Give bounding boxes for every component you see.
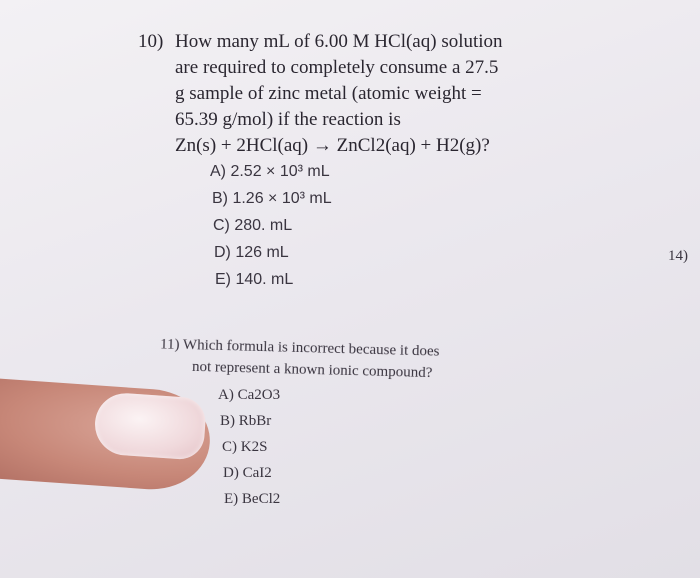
- question-10-option-d: D) 126 mL: [214, 244, 289, 261]
- question-10-option-b: B) 1.26 × 10³ mL: [212, 190, 332, 207]
- question-11-option-d: D) CaI2: [223, 465, 272, 481]
- question-10-option-a: A) 2.52 × 10³ mL: [210, 163, 330, 180]
- question-10-option-c: C) 280. mL: [213, 217, 293, 234]
- question-10-number: 10): [138, 31, 164, 52]
- question-11-line-1: 11) Which formula is incorrect because it does: [159, 336, 440, 360]
- question-11-option-a: A) Ca2O3: [218, 387, 281, 403]
- question-10-option-e: E) 140. mL: [215, 271, 294, 288]
- question-11-option-c: C) K2S: [222, 439, 268, 455]
- question-11-line-2: not represent a known ionic compound?: [191, 358, 433, 382]
- question-10-line-2: are required to completely consume a 27.5: [175, 57, 499, 78]
- fingernail: [93, 391, 207, 461]
- question-10-line-1: How many mL of 6.00 M HCl(aq) solution: [175, 31, 503, 52]
- question-10-reaction: Zn(s) + 2HCl(aq) → ZnCl2(aq) + H2(g)?: [175, 135, 490, 156]
- question-14-number: 14): [668, 248, 688, 264]
- question-10-line-4: 65.39 g/mol) if the reaction is: [175, 109, 401, 130]
- question-11-option-b: B) RbBr: [220, 413, 272, 429]
- question-10-line-3: g sample of zinc metal (atomic weight =: [175, 83, 482, 104]
- question-11-option-e: E) BeCl2: [224, 491, 281, 507]
